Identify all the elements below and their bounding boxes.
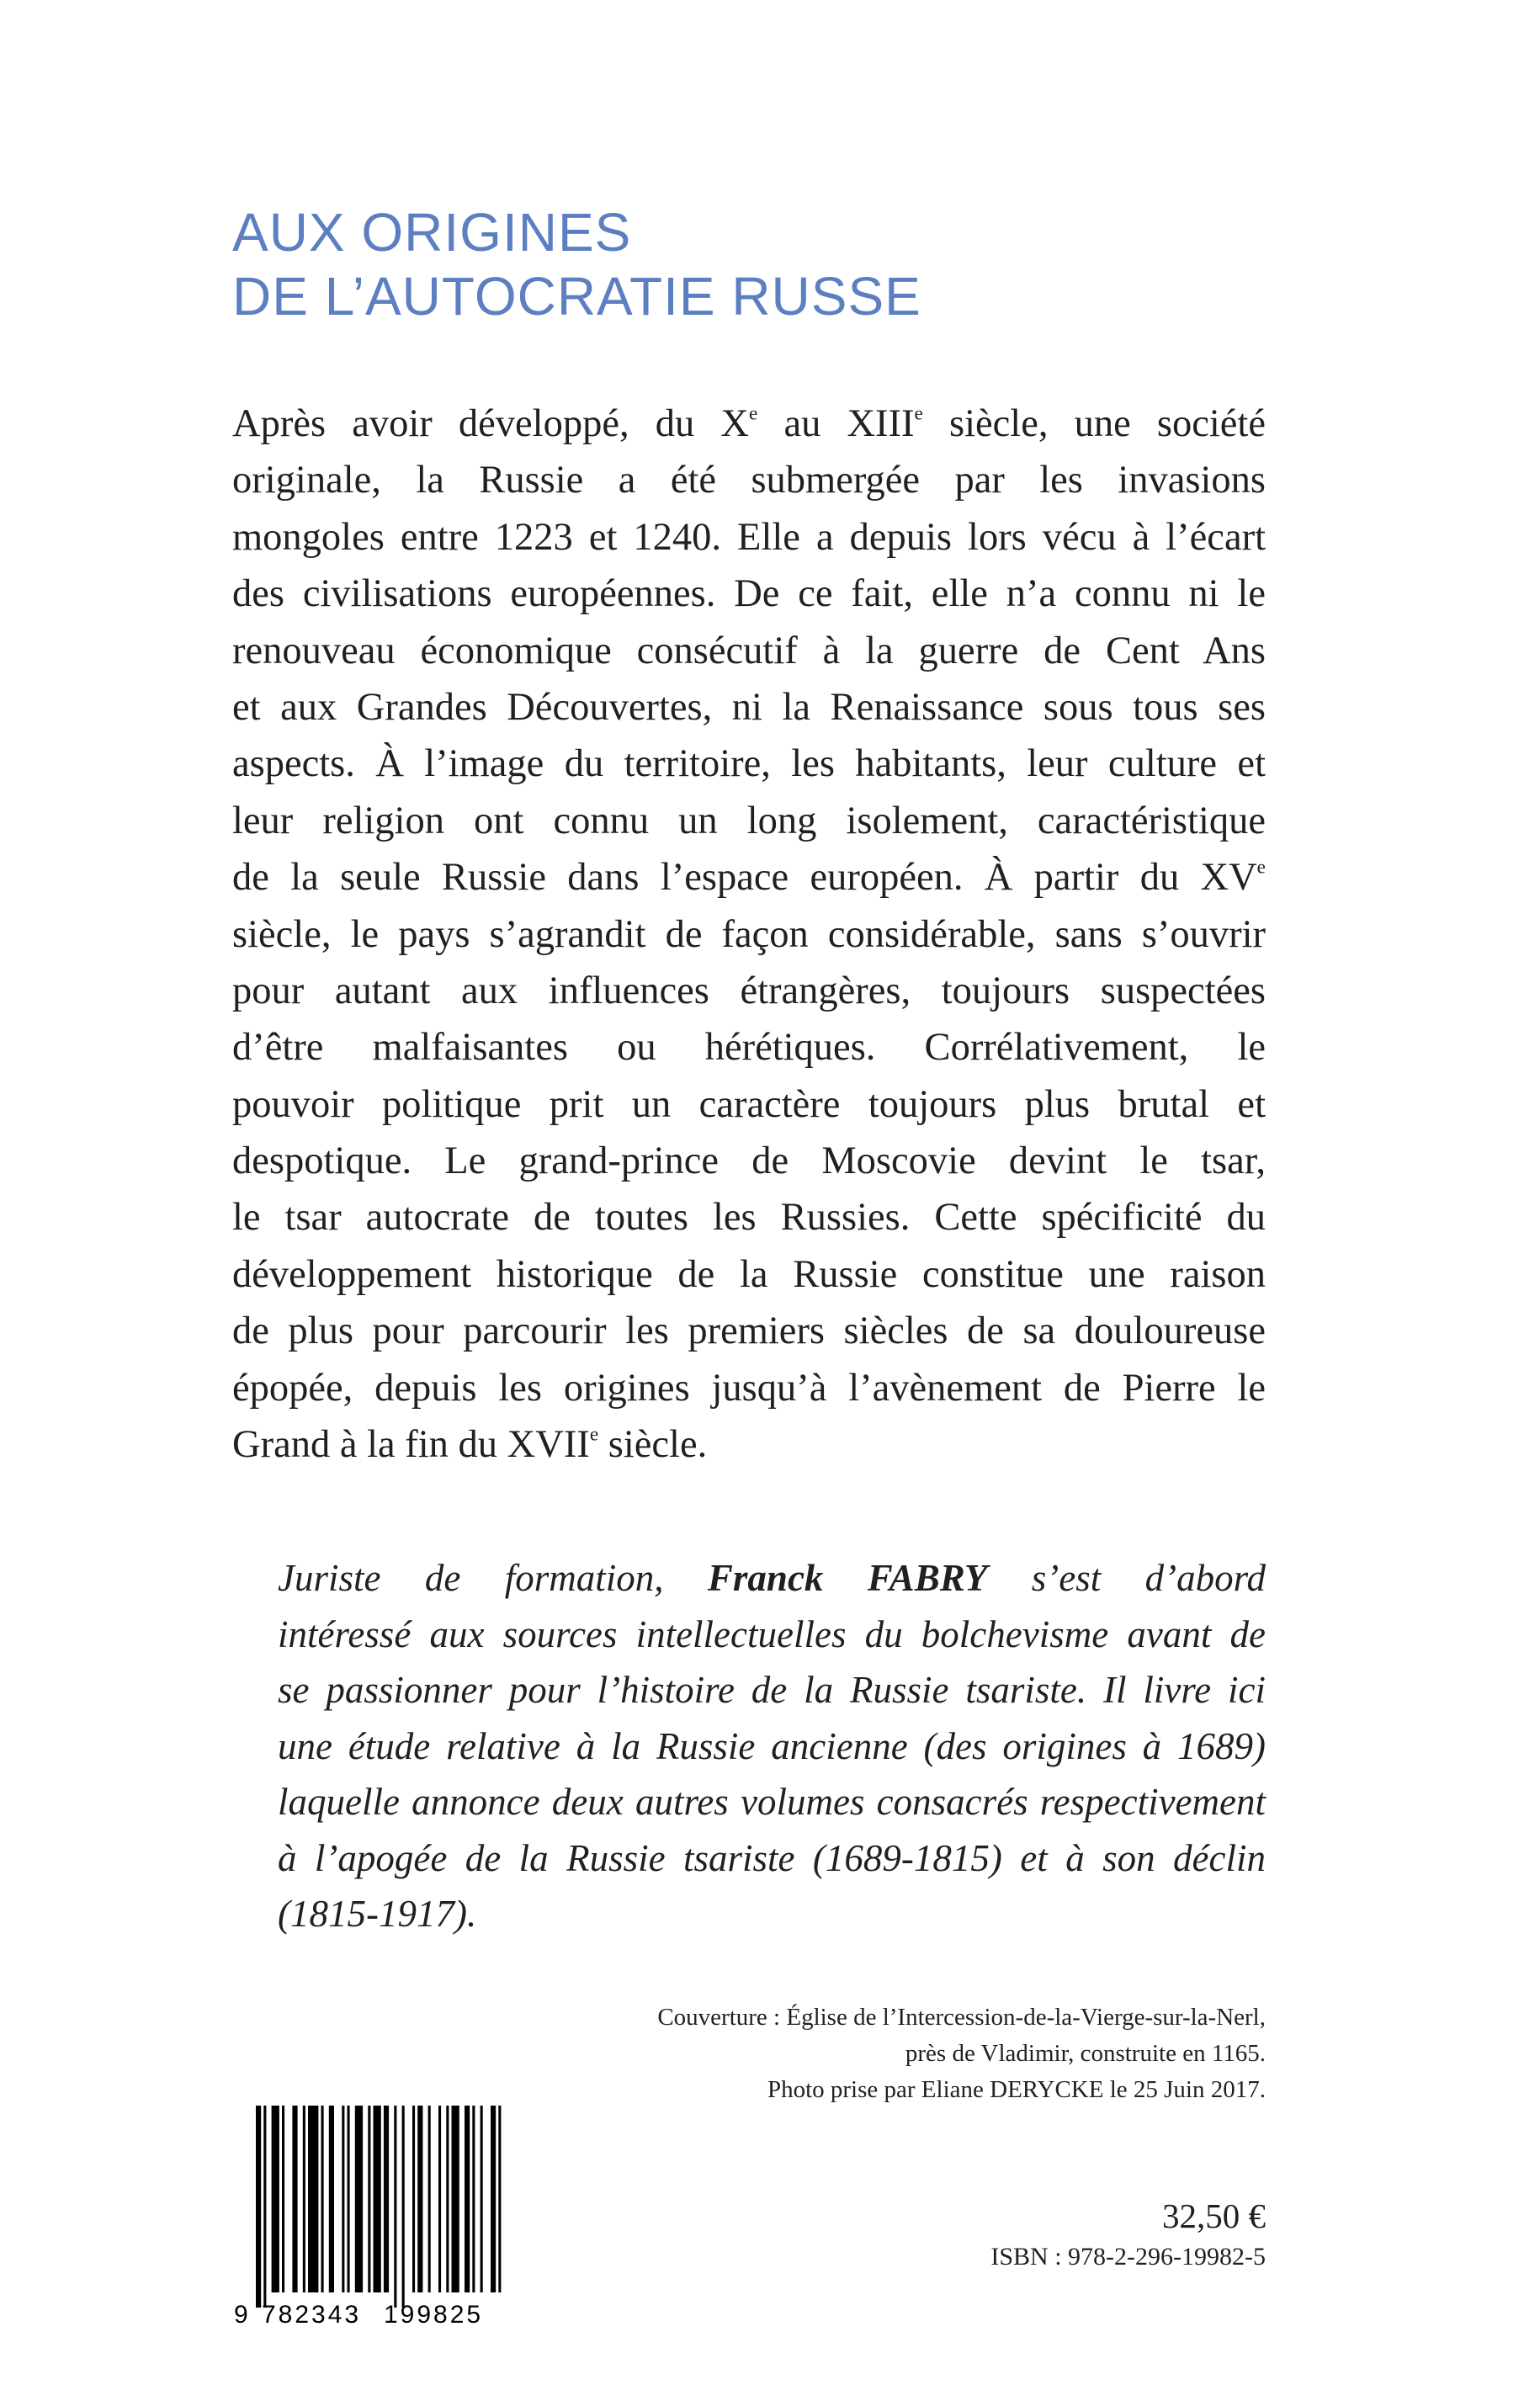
- bio-line: Juriste de formation, Franck FABRY s’est d’abord: [278, 1557, 1266, 1599]
- barcode-bar: [282, 2106, 284, 2292]
- synopsis-line: le tsar autocrate de toutes les Russies. Cette spécificité du: [232, 1196, 1266, 1240]
- synopsis-line: originale, la Russie a été submergée par les invasions: [232, 459, 1266, 502]
- credit-line: près de Vladimir, construite en 1165.: [905, 2040, 1266, 2067]
- barcode-bar: [368, 2106, 370, 2292]
- synopsis-line: leur religion ont connu un long isolement, caractéristique: [232, 799, 1266, 842]
- barcode-bar: [481, 2106, 483, 2292]
- barcode-bar: [348, 2106, 350, 2292]
- book-title: [232, 200, 921, 328]
- bio-line: à l’apogée de la Russie tsariste (1689-1815) et à son déclin: [278, 1836, 1266, 1879]
- synopsis-line: Après avoir développé, du Xe au XIIIe siècle, une société: [232, 402, 1266, 445]
- synopsis-line: de la seule Russie dans l’espace européen. À partir du XVe: [232, 856, 1266, 900]
- author-bio: [278, 1550, 1266, 1942]
- author-name: Franck FABRY: [707, 1557, 988, 1599]
- synopsis-line: des civilisations européennes. De ce fait, elle n’a connu ni le: [232, 572, 1266, 616]
- cover-credit: [508, 2000, 1266, 2108]
- barcode-bar: [292, 2106, 297, 2292]
- synopsis-line: de plus pour parcourir les premiers siècles de sa douloureuse: [232, 1309, 1266, 1353]
- synopsis-line: siècle, le pays s’agrandit de façon considérable, sans s’ouvrir: [232, 912, 1266, 956]
- isbn-barcode: [232, 2106, 510, 2329]
- synopsis: [232, 396, 1266, 1473]
- barcode-bar: [303, 2106, 305, 2292]
- barcode-bar: [402, 2106, 405, 2308]
- title-line-1: AUX ORIGINES: [232, 202, 632, 263]
- barcode-bar: [321, 2106, 324, 2292]
- barcode-bar: [438, 2106, 441, 2292]
- bio-line: intéressé aux sources intellectuelles du bolchevisme avant de: [278, 1612, 1266, 1655]
- synopsis-line: d’être malfaisantes ou hérétiques. Corrélativement, le: [232, 1026, 1266, 1070]
- barcode-bar: [428, 2106, 431, 2292]
- synopsis-line: despotique. Le grand-prince de Moscovie devint le tsar,: [232, 1139, 1266, 1183]
- barcode-bar: [256, 2106, 261, 2308]
- synopsis-line: pouvoir politique prit un caractère toujours plus brutal et: [232, 1082, 1266, 1126]
- barcode-digits-left: 782343: [262, 2301, 362, 2329]
- barcode-bar: [272, 2106, 279, 2292]
- barcode-digit-first: 9: [234, 2301, 248, 2329]
- barcode-bar: [384, 2106, 389, 2292]
- synopsis-line: pour autant aux influences étrangères, toujours suspectées: [232, 969, 1266, 1012]
- synopsis-line: aspects. À l’image du territoire, les habitants, leur culture et: [232, 742, 1266, 786]
- barcode-bar: [491, 2106, 496, 2292]
- synopsis-line: et aux Grandes Découvertes, ni la Renaissance sous tous ses: [232, 685, 1266, 729]
- barcode-bar: [417, 2106, 422, 2292]
- bio-line: (1815-1917).: [278, 1893, 477, 1935]
- synopsis-line: développement historique de la Russie constitue une raison: [232, 1252, 1266, 1296]
- bio-line: une étude relative à la Russie ancienne (des origines à 1689): [278, 1724, 1266, 1767]
- synopsis-line: Grand à la fin du XVIIe siècle.: [232, 1423, 708, 1467]
- isbn: ISBN : 978-2-296-19982-5: [990, 2243, 1266, 2271]
- barcode-bar: [308, 2106, 318, 2292]
- price: 32,50 €: [1162, 2196, 1266, 2235]
- barcode-bar: [452, 2106, 459, 2292]
- bio-line: laquelle annonce deux autres volumes consacrés respectivement: [278, 1781, 1266, 1823]
- barcode-bar: [412, 2106, 415, 2292]
- synopsis-line: mongoles entre 1223 et 1240. Elle a depuis lors vécu à l’écart: [232, 515, 1266, 559]
- barcode-bar: [498, 2106, 501, 2292]
- barcode-bar: [355, 2106, 363, 2292]
- synopsis-line: renouveau économique consécutif à la guerre de Cent Ans: [232, 629, 1266, 672]
- barcode-bar: [374, 2106, 381, 2292]
- bio-line: se passionner pour l’histoire de la Russie tsariste. Il livre ici: [278, 1669, 1266, 1711]
- barcode-bar: [472, 2106, 475, 2292]
- barcode-bar: [394, 2106, 396, 2308]
- credit-line: Couverture : Église de l’Intercession-de-la-Vierge-sur-la-Nerl,: [657, 2004, 1266, 2031]
- synopsis-line: épopée, depuis les origines jusqu’à l’avènement de Pierre le: [232, 1366, 1266, 1410]
- barcode-bar: [342, 2106, 344, 2292]
- barcode-bar: [329, 2106, 334, 2292]
- title-line-2: DE L’AUTOCRATIE RUSSE: [232, 266, 921, 327]
- credit-line: Photo prise par Eliane DERYCKE le 25 Juin 2017.: [767, 2076, 1266, 2103]
- barcode-digits-right: 199825: [384, 2301, 484, 2329]
- barcode-bar: [465, 2106, 470, 2292]
- barcode-bar: [263, 2106, 266, 2308]
- barcode-bar: [446, 2106, 449, 2292]
